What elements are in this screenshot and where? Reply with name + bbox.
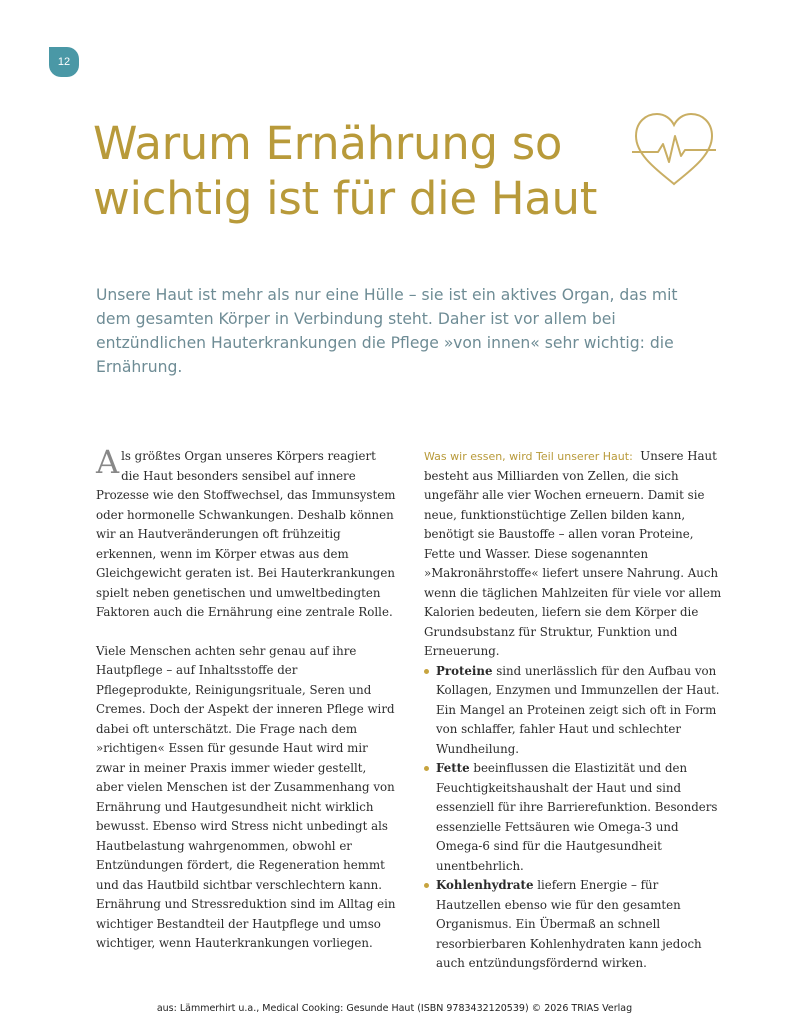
bullet-term: Kohlenhydrate bbox=[436, 878, 534, 892]
drop-cap: A bbox=[96, 443, 120, 481]
page-number-badge bbox=[49, 47, 79, 77]
page-title: Warum Ernährung so wichtig ist für die Haut bbox=[93, 117, 598, 225]
right-intro-text: Unsere Haut besteht aus Milliarden von Zellen, die sich ungefähr alle vier Wochen erneuern. Damit sie neue, funktionstüchtige Zellen bilden kann, benötigt sie Baustoffe – allen voran Proteine, Fette und Wasser. Diese sogenannten »Makronährstoffe« liefert unsere Nahrung. Auch wenn die täglichen Mahlzeiten für viele vor allem Kalorien bedeuten, liefern sie dem Körper die Grundsubstanz für Struktur, Funktion und Erneuerung. bbox=[424, 449, 722, 658]
bullet-term: Proteine bbox=[436, 663, 493, 678]
right-column bbox=[424, 447, 724, 974]
right-intro bbox=[424, 447, 724, 662]
macronutrient-list bbox=[424, 662, 724, 974]
list-item-proteine bbox=[424, 662, 724, 760]
left-paragraph-1 bbox=[96, 443, 396, 623]
bullet-text: sind unerlässlich für den Aufbau von Kollagen, Enzymen und Immunzellen der Haut. Ein Mangel an Proteinen zeigt sich oft in Form von schlaffer, fahler Haut und schlechter Wundheilung. bbox=[436, 663, 720, 756]
list-item-fette bbox=[424, 759, 724, 876]
bullet-text: liefern Energie – für Hautzellen ebenso wie für den gesamten Organismus. Ein Übermaß an schnell resorbierbaren Kohlenhydraten kann jedoch auch entzündungsfördernd wirken. bbox=[436, 878, 702, 970]
inline-heading: Was wir essen, wird Teil unserer Haut: bbox=[424, 450, 633, 463]
bullet-term: Fette bbox=[436, 761, 470, 775]
bullet-text: beeinflussen die Elastizität und den Feuchtigkeitshaushalt der Haut und sind essenziell für ihre Barrierefunktion. Besonders essenzielle Fettsäuren wie Omega-3 und Omega-6 sind für die Hautgesundheit unentbehrlich. bbox=[436, 761, 718, 873]
left-column bbox=[96, 443, 396, 954]
lead-paragraph: Unsere Haut ist mehr als nur eine Hülle – sie ist ein aktives Organ, das mit dem gesamten Körper in Verbindung steht. Daher ist vor allem bei entzündlichen Hauterkrankungen die Pflege »von innen« sehr wichtig: die Ernährung. bbox=[96, 286, 678, 376]
page-number: 12 bbox=[57, 56, 71, 68]
heart-pulse-icon bbox=[630, 110, 718, 190]
list-item-kohlenhydrate bbox=[424, 876, 724, 974]
footer-citation: aus: Lämmerhirt u.a., Medical Cooking: Gesunde Haut (ISBN 9783432120539) © 2026 TRIAS Verlag bbox=[156, 1003, 633, 1014]
left-paragraph-1-text: ls größtes Organ unseres Körpers reagiert die Haut besonders sensibel auf innere Prozesse wie den Stoffwechsel, das Immunsystem oder hormonelle Schwankungen. Deshalb können wir an Hautveränderungen oft frühzeitig erkennen, wenn im Körper etwas aus dem Gleichgewicht geraten ist. Bei Hauterkrankungen spielt neben genetischen und umweltbedingten Faktoren auch die Ernährung eine zentrale Rolle. bbox=[96, 449, 396, 619]
left-paragraph-2: Viele Menschen achten sehr genau auf ihre Hautpflege – auf Inhaltsstoffe der Pflegeprodukte, Reinigungsrituale, Seren und Cremes. Doch der Aspekt der inneren Pflege wird dabei oft unterschätzt. Die Frage nach dem »richtigen« Essen für gesunde Haut wird mir zwar in meiner Praxis immer wieder gestellt, aber vielen Menschen ist der Zusammenhang von Ernährung und Hautgesundheit nicht wirklich bewusst. Ebenso wird Stress nicht unbedingt als Hautbelastung wahrgenommen, obwohl er Entzündungen fördert, die Regeneration hemmt und das Hautbild sichtbar verschlechtern kann. Ernährung und Stressreduktion sind im Alltag ein wichtiger Bestandteil der Hautpflege und umso wichtiger, wenn Hauterkrankungen vorliegen. bbox=[96, 643, 396, 950]
